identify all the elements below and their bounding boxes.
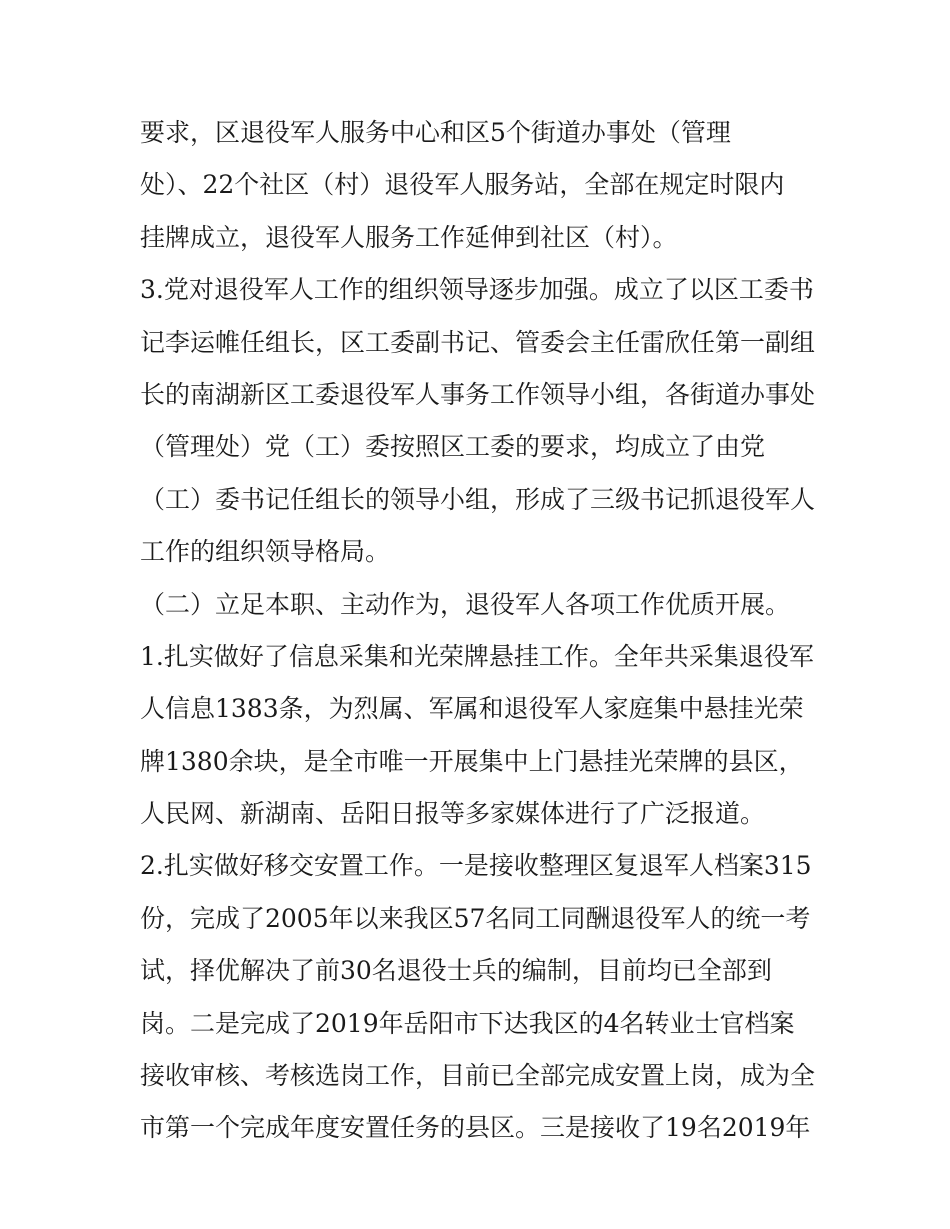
text-line-17: 试，择优解决了前30名退役士兵的编制，目前均已全部到 [140, 956, 772, 986]
text-line-19: 接收审核、考核选岗工作，目前已全部完成安置上岗，成为全 [140, 1061, 816, 1091]
text-line-5: 记李运帷任组长，区工委副书记、管委会主任雷欣任第一副组 [140, 327, 816, 357]
text-line-9: 工作的组织领导格局。 [140, 537, 391, 567]
text-line-2: 处）、22个社区（村）退役军人服务站，全部在规定时限内 [140, 170, 785, 200]
text-line-3: 挂牌成立，退役军人服务工作延伸到社区（村）。 [140, 222, 678, 252]
text-line-6: 长的南湖新区工委退役军人事务工作领导小组，各街道办事处 [140, 379, 816, 409]
text-line-20: 市第一个完成年度安置任务的县区。三是接收了19名2019年 [140, 1113, 811, 1143]
text-line-1: 要求，区退役军人服务中心和区5个街道办事处（管理 [140, 118, 731, 147]
text-line-12: 人信息1383条，为烈属、军属和退役军人家庭集中悬挂光荣 [140, 694, 804, 724]
text-line-14: 人民网、新湖南、岳阳日报等多家媒体进行了广泛报道。 [140, 799, 766, 829]
document-body [140, 107, 830, 1155]
text-line-8: （工）委书记任组长的领导小组，形成了三级书记抓退役军人 [140, 484, 816, 514]
text-line-13: 牌1380余块，是全市唯一开展集中上门悬挂光荣牌的县区， [140, 746, 804, 776]
text-line-18: 岗。二是完成了2019年岳阳市下达我区的4名转业士官档案 [140, 1008, 795, 1038]
text-line-7: （管理处）党（工）委按照区工委的要求，均成立了由党 [140, 432, 766, 462]
text-line-16: 份，完成了2005年以来我区57名同工同酬退役军人的统一考 [140, 903, 811, 933]
text-line-4: 3.党对退役军人工作的组织领导逐步加强。成立了以区工委书 [140, 275, 814, 305]
text-line-15: 2.扎实做好移交安置工作。一是接收整理区复退军人档案315 [140, 851, 812, 881]
text-line-11: 1.扎实做好了信息采集和光荣牌悬挂工作。全年共采集退役军 [140, 641, 814, 671]
section-heading-line: （二）立足本职、主动作为，退役军人各项工作优质开展。 [140, 589, 791, 619]
